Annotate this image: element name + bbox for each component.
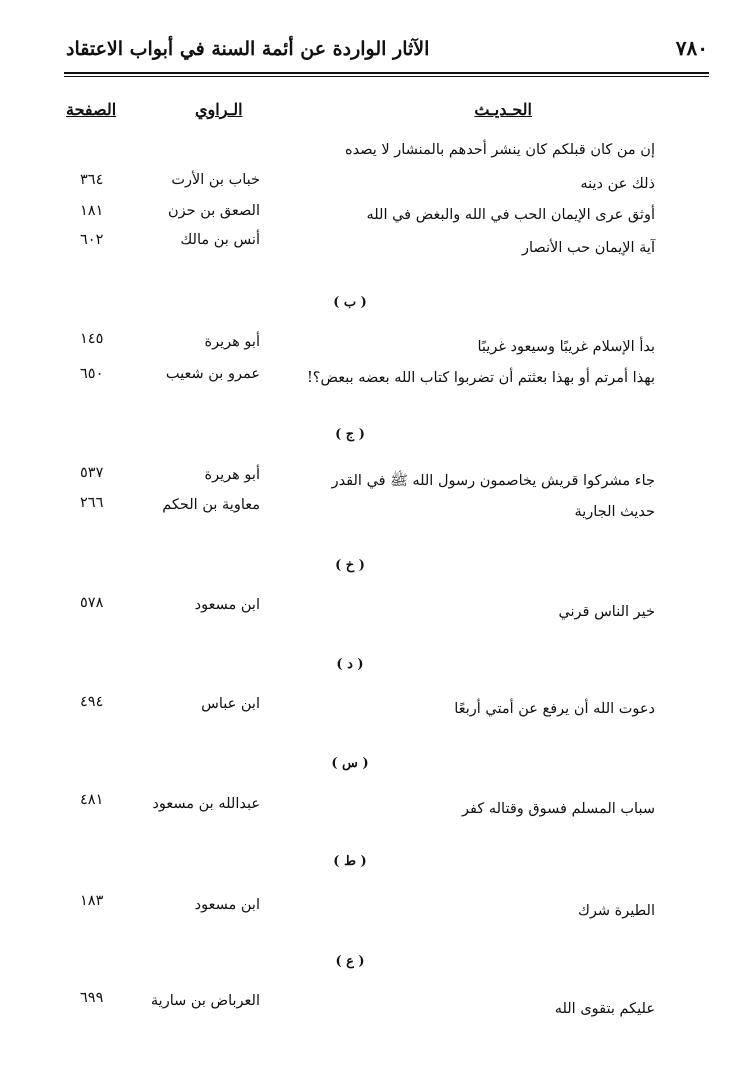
page-reference: ١٨٣ [80,893,104,909]
page-reference: ٦٩٩ [80,990,104,1006]
hadith-text: أوثق عرى الإيمان الحب في الله والبغض في الله [366,207,655,223]
section-letter: ( خ ) [335,558,365,573]
page-reference: ١٤٥ [80,331,104,347]
narrator-name: الصعق بن حزن [167,203,260,219]
narrator-name: أبو هريرة [204,467,260,483]
running-title: الآثار الواردة عن أئمة السنة في أبواب الاعتقاد [66,38,430,60]
section-letter: ( د ) [336,657,364,672]
narrator-name: معاوية بن الحكم [162,497,260,513]
column-heading-page: الصفحة [66,100,117,119]
section-letter: ( س ) [331,756,369,771]
page-reference: ٣٦٤ [80,172,104,188]
hadith-text: خير الناس قرني [558,604,655,620]
page-reference: ٦٥٠ [80,366,104,382]
hadith-text: ذلك عن دينه [580,176,655,192]
hadith-text: بدأ الإسلام غريبًا وسيعود غريبًا [477,339,655,355]
header-rule-thin [64,76,709,77]
narrator-name: أنس بن مالك [180,232,260,248]
narrator-name: عبدالله بن مسعود [152,796,260,812]
hadith-text: عليكم بتقوى الله [554,1001,655,1017]
page-reference: ٤٩٤ [80,694,104,710]
hadith-text: سباب المسلم فسوق وقتاله كفر [461,801,655,817]
hadith-text: إن من كان قبلكم كان ينشر أحدهم بالمنشار لا يصده [345,142,655,158]
column-heading-hadith: الحـديـث [474,100,532,119]
page-reference: ٥٧٨ [80,595,104,611]
column-heading-narrator: الـراوي [195,100,243,119]
hadith-text: بهذا أمرتم أو بهذا بعثتم أن تضربوا كتاب الله بعضه ببعض؟! [306,370,655,386]
page-reference: ٥٣٧ [80,465,104,481]
narrator-name: ابن مسعود [194,597,260,613]
narrator-name: خباب بن الأرت [171,172,260,188]
hadith-text: جاء مشركوا قريش يخاصمون رسول الله ﷺ في القدر [331,473,655,489]
hadith-text: آية الإيمان حب الأنصار [522,240,655,256]
section-letter: ( ط ) [333,854,367,869]
page-reference: ١٨١ [80,203,104,219]
section-letter: ( ع ) [335,954,365,969]
page-reference: ٦٠٢ [80,232,104,248]
narrator-name: ابن عباس [201,696,260,712]
narrator-name: عمرو بن شعيب [165,366,260,382]
hadith-text: حديث الجارية [574,504,655,520]
hadith-text: الطيرة شرك [577,903,655,919]
header-rule [64,72,709,74]
page-reference: ٢٦٦ [80,495,104,511]
page-reference: ٤٨١ [80,792,104,808]
page-number: ٧٨٠ [675,36,708,60]
hadith-text: دعوت الله أن يرفع عن أمتي أربعًا [454,701,655,717]
narrator-name: أبو هريرة [204,334,260,350]
section-letter: ( ج ) [335,427,365,442]
narrator-name: ابن مسعود [194,897,260,913]
section-letter: ( ب ) [333,295,367,310]
narrator-name: العرباض بن سارية [150,993,260,1009]
